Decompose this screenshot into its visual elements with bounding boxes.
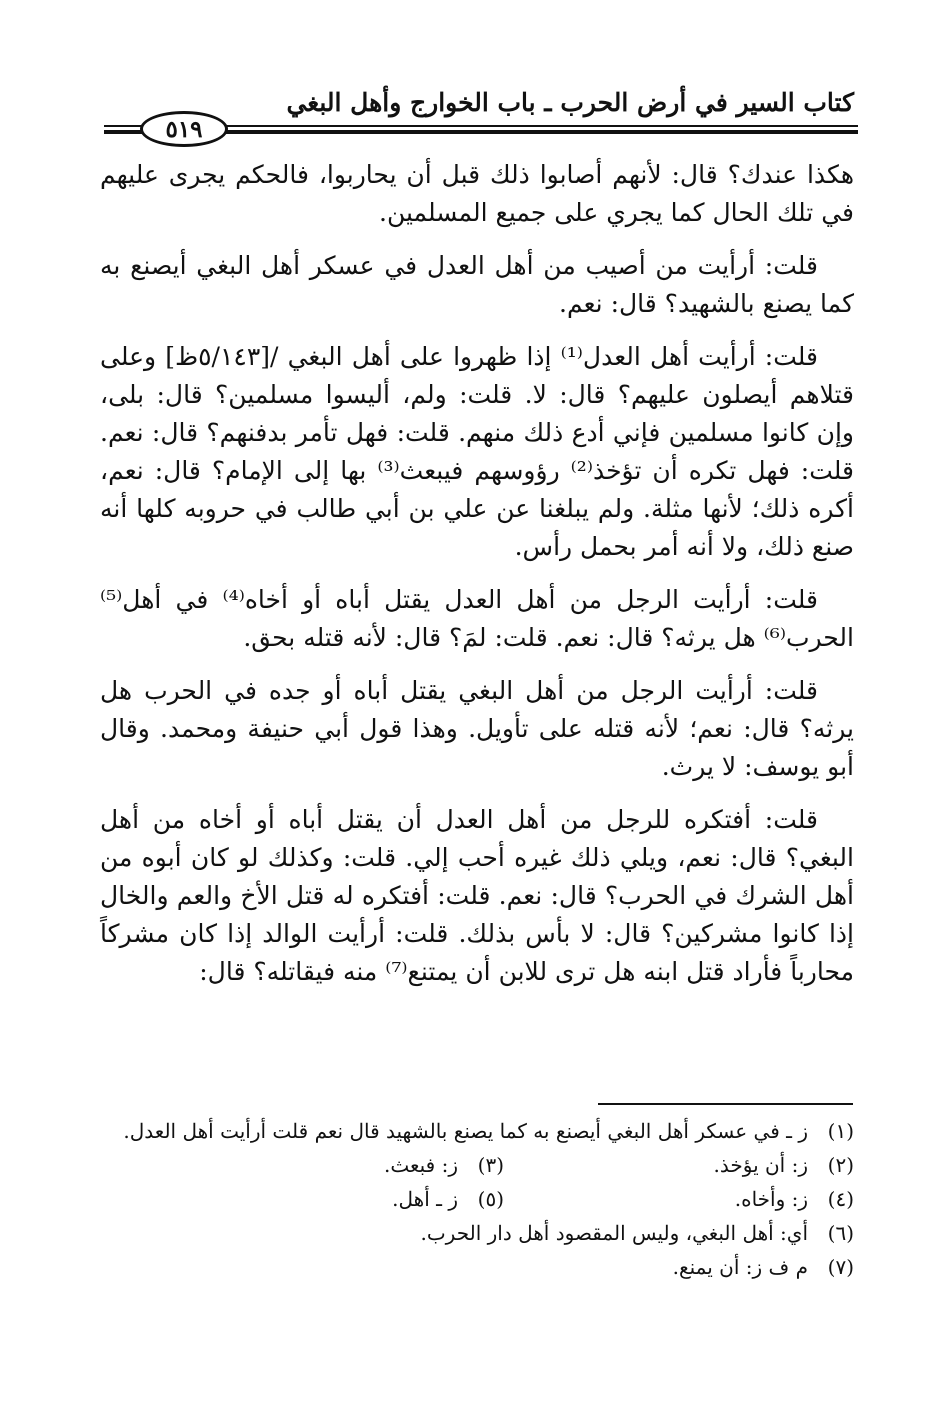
footnote-row-4-5 [100,1182,854,1216]
running-head-title: كتاب السير في أرض الحرب ـ باب الخوارج وأهل البغي [286,88,854,117]
paragraph: هكذا عندك؟ قال: لأنهم أصابوا ذلك قبل أن يحاربوا، فالحكم يجرى عليهم في تلك الحال كما يجري على جميع المسلمين. [100,160,855,227]
footnote-6: (٦) أي: أهل البغي، وليس المقصود أهل دار الحرب. [420,1221,854,1245]
page-number: ٥١٩ [165,115,203,143]
paragraph: قلت: أرأيت من أصيب من أهل العدل في عسكر أهل البغي أيصنع به كما يصنع بالشهيد؟ قال: نعم. [100,251,854,318]
paragraph: قلت: أرأيت الرجل من أهل العدل يقتل أباه أو أخاه⁽⁴⁾ في أهل⁽⁵⁾ الحرب⁽⁶⁾ هل يرثه؟ قال: نعم. قلت: لمَ؟ قال: لأنه قتله بحق. [100,585,854,652]
footnote-7: (٧) م ف ز: أن يمنع. [672,1255,854,1279]
footnote-4: (٤) ز: وأخاه. [734,1187,854,1211]
page-number-badge [140,111,228,147]
footnote-1: (١) ز ـ في عسكر أهل البغي أيصنع به كما يصنع بالشهيد قال نعم قلت أرأيت أهل العدل. [123,1119,854,1143]
main-text [100,156,854,1006]
footnote-2: (٢) ز: أن يؤخذ. [713,1153,854,1177]
footnotes [100,1114,854,1284]
paragraph: قلت: أرأيت أهل العدل⁽¹⁾ إذا ظهروا على أهل البغي /[٥/١٤٣ظ] وعلى قتلاهم أيصلون عليهم؟ قال: لا. قلت: ولم، أليسوا مسلمين؟ قال: بلى، وإن كانوا مسلمين فإني أدع ذلك منهم. قلت: فهل تأمر بدفنهم؟ قال: نعم. قلت: فهل تكره أن تؤخذ⁽²⁾ رؤوسهم فيبعث⁽³⁾ بها إلى الإمام؟ قال: نعم، أكره ذلك؛ لأنها مثلة. ولم يبلغنا عن علي بن أبي طالب في حروبه كلها أنه صنع ذلك، ولا أنه أمر بحمل رأس. [100,342,854,561]
paragraph: قلت: أفتكره للرجل من أهل العدل أن يقتل أباه أو أخاه من أهل البغي؟ قال: نعم، ويلي ذلك غيره أحب إلي. قلت: وكذلك لو كان أبوه من أهل الشرك في الحرب؟ قال: نعم. قلت: أفتكره له قتل الأخ والعم والخال إذا كانوا مشركين؟ قال: لا بأس بذلك. قلت: أرأيت الوالد إذا كان مشركاً محارباً فأراد قتل ابنه هل ترى للابن أن يمتنع⁽⁷⁾ منه فيقاتله؟ قال: [100,805,854,986]
footnote-5: (٥) ز ـ أهل. [392,1187,504,1211]
paragraph: قلت: أرأيت الرجل من أهل البغي يقتل أباه أو جده في الحرب هل يرثه؟ قال: نعم؛ لأنه قتله على تأويل. وهذا قول أبي حنيفة ومحمد. وقال أبو يوسف: لا يرث. [100,676,854,781]
footnote-separator [598,1103,853,1105]
footnote-3: (٣) ز: فبعث. [384,1153,504,1177]
footnote-row-2-3 [100,1148,854,1182]
